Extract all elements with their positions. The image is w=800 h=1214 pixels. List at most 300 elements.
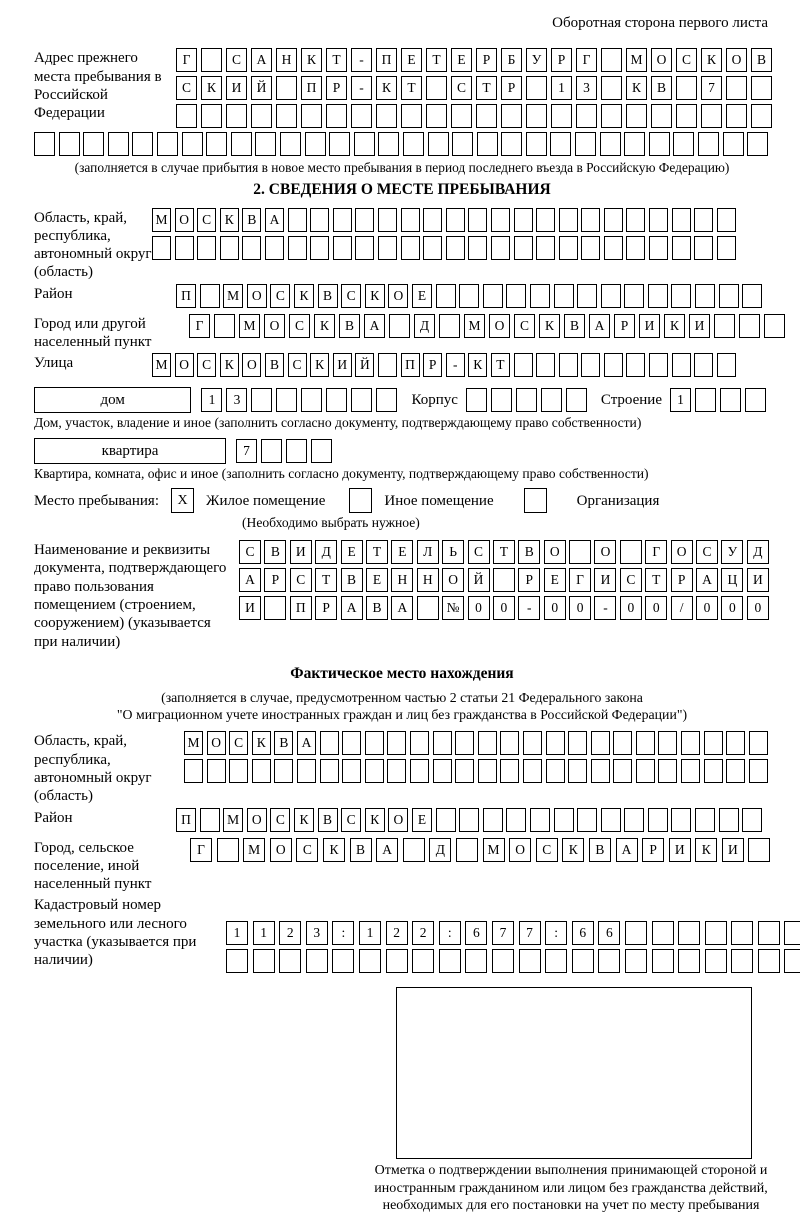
char-cell: К xyxy=(220,208,239,232)
char-cell: С xyxy=(341,808,361,832)
field-region-actual xyxy=(34,731,770,805)
district-actual-label: Район xyxy=(34,809,73,826)
char-cell: 1 xyxy=(201,388,222,412)
char-cell: Д xyxy=(429,838,451,862)
char-cell xyxy=(648,808,668,832)
char-cell xyxy=(301,388,322,412)
char-cell: М xyxy=(464,314,485,338)
char-cell: А xyxy=(265,208,284,232)
house-row xyxy=(34,387,770,413)
option-other-premise-label: Иное помещение xyxy=(384,492,494,509)
char-cell xyxy=(468,236,487,260)
char-cell xyxy=(279,949,301,973)
char-cell xyxy=(601,76,622,100)
prev-address-block xyxy=(34,48,770,132)
char-cell xyxy=(651,104,672,128)
char-cell xyxy=(742,808,762,832)
char-cell: 0 xyxy=(493,596,515,620)
char-cell xyxy=(459,808,479,832)
char-cell: 0 xyxy=(721,596,743,620)
char-cell xyxy=(536,208,555,232)
char-cell xyxy=(465,949,487,973)
char-cell xyxy=(478,731,497,755)
char-cell: И xyxy=(290,540,312,564)
district-actual-row xyxy=(176,808,766,832)
prev-address-row-4 xyxy=(34,132,770,156)
char-cell xyxy=(152,236,171,260)
char-cell xyxy=(326,388,347,412)
char-cell: С xyxy=(289,314,310,338)
char-cell: - xyxy=(594,596,616,620)
char-cell: Т xyxy=(315,568,337,592)
char-cell xyxy=(747,132,768,156)
char-cell xyxy=(184,759,203,783)
char-cell xyxy=(491,236,510,260)
char-cell xyxy=(226,104,247,128)
char-cell xyxy=(477,132,498,156)
char-cell: С xyxy=(197,353,216,377)
char-cell xyxy=(455,759,474,783)
char-cell: 6 xyxy=(465,921,487,945)
char-cell xyxy=(201,48,222,72)
char-cell xyxy=(59,132,80,156)
char-cell: В xyxy=(751,48,772,72)
char-cell: Д xyxy=(414,314,435,338)
char-cell: П xyxy=(301,76,322,100)
char-cell xyxy=(749,759,768,783)
char-cell: № xyxy=(442,596,464,620)
char-cell: 0 xyxy=(645,596,667,620)
actual-location-title: Фактическое место нахождения xyxy=(290,664,514,682)
city-actual-label: Город, сельское поселение, иной населенный пункт xyxy=(34,839,152,893)
checkbox-residential: X xyxy=(171,488,194,513)
char-cell: К xyxy=(626,76,647,100)
char-cell: А xyxy=(391,596,413,620)
char-cell: В xyxy=(274,731,293,755)
char-cell: Д xyxy=(747,540,769,564)
char-cell xyxy=(433,731,452,755)
char-cell xyxy=(577,808,597,832)
char-cell xyxy=(466,388,487,412)
char-cell: В xyxy=(366,596,388,620)
region-actual-label: Область, край, республика, автономный округ (область) xyxy=(34,733,152,805)
char-cell xyxy=(478,759,497,783)
char-cell xyxy=(514,353,533,377)
char-cell xyxy=(530,808,550,832)
char-cell xyxy=(550,132,571,156)
char-cell xyxy=(658,731,677,755)
char-cell xyxy=(717,208,736,232)
field-street xyxy=(34,353,770,381)
field-city-actual xyxy=(34,838,770,894)
char-cell xyxy=(601,104,622,128)
char-cell xyxy=(694,208,713,232)
char-cell xyxy=(649,236,668,260)
char-cell: 3 xyxy=(226,388,247,412)
char-cell xyxy=(288,236,307,260)
char-cell xyxy=(581,353,600,377)
char-cell: Р xyxy=(642,838,664,862)
char-cell: М xyxy=(626,48,647,72)
char-cell: 7 xyxy=(519,921,541,945)
char-cell xyxy=(439,949,461,973)
char-cell: 1 xyxy=(253,921,275,945)
char-cell xyxy=(784,921,800,945)
char-cell: А xyxy=(341,596,363,620)
char-cell: О xyxy=(489,314,510,338)
char-cell xyxy=(720,388,741,412)
char-cell: И xyxy=(747,568,769,592)
char-cell: О xyxy=(264,314,285,338)
char-cell: С xyxy=(696,540,718,564)
char-cell xyxy=(676,76,697,100)
stay-type-row xyxy=(34,488,770,513)
char-cell: Р xyxy=(671,568,693,592)
stroenie-cells xyxy=(670,388,770,412)
char-cell: К xyxy=(252,731,271,755)
city-label: Город или другой населенный пункт xyxy=(34,315,152,351)
char-cell xyxy=(276,104,297,128)
char-cell xyxy=(426,76,447,100)
char-cell xyxy=(446,208,465,232)
char-cell: : xyxy=(439,921,461,945)
char-cell: : xyxy=(332,921,354,945)
char-cell xyxy=(355,236,374,260)
char-cell xyxy=(652,949,674,973)
char-cell xyxy=(491,208,510,232)
char-cell xyxy=(501,104,522,128)
char-cell xyxy=(378,353,397,377)
char-cell xyxy=(182,132,203,156)
char-cell: К xyxy=(220,353,239,377)
char-cell: С xyxy=(229,731,248,755)
char-cell xyxy=(523,759,542,783)
char-cell: К xyxy=(294,284,314,308)
char-cell xyxy=(455,731,474,755)
field-city xyxy=(34,314,770,352)
char-cell xyxy=(624,132,645,156)
char-cell xyxy=(456,838,478,862)
section2-title: 2. СВЕДЕНИЯ О МЕСТЕ ПРЕБЫВАНИЯ xyxy=(253,180,551,198)
char-cell: - xyxy=(446,353,465,377)
char-cell: Е xyxy=(391,540,413,564)
char-cell: Р xyxy=(326,76,347,100)
char-cell xyxy=(229,759,248,783)
char-cell xyxy=(436,284,456,308)
char-cell xyxy=(694,353,713,377)
char-cell xyxy=(704,759,723,783)
char-cell: Б xyxy=(501,48,522,72)
document-row-2 xyxy=(239,568,772,592)
char-cell: Г xyxy=(189,314,210,338)
char-cell xyxy=(255,132,276,156)
char-cell xyxy=(626,208,645,232)
char-cell xyxy=(626,236,645,260)
char-cell xyxy=(672,236,691,260)
char-cell xyxy=(526,132,547,156)
char-cell: Т xyxy=(476,76,497,100)
char-cell: П xyxy=(176,808,196,832)
char-cell xyxy=(500,731,519,755)
char-cell xyxy=(264,596,286,620)
char-cell xyxy=(378,236,397,260)
stroenie-label: Строение xyxy=(600,392,662,409)
char-cell xyxy=(491,388,512,412)
char-cell: О xyxy=(388,284,408,308)
char-cell: К xyxy=(701,48,722,72)
char-cell: Е xyxy=(412,808,432,832)
char-cell xyxy=(286,439,307,463)
char-cell xyxy=(200,284,220,308)
char-cell xyxy=(649,132,670,156)
actual-location-caption-2: "О миграционном учете иностранных граждан и лиц без гражданства в Российской Федерации") xyxy=(116,706,688,722)
char-cell xyxy=(575,132,596,156)
char-cell: 0 xyxy=(544,596,566,620)
char-cell: К xyxy=(539,314,560,338)
char-cell xyxy=(719,284,739,308)
char-cell xyxy=(526,76,547,100)
char-cell: В xyxy=(518,540,540,564)
char-cell xyxy=(354,132,375,156)
char-cell xyxy=(253,949,275,973)
apartment-cells xyxy=(236,439,336,463)
char-cell xyxy=(436,808,456,832)
char-cell: О xyxy=(175,208,194,232)
char-cell xyxy=(742,284,762,308)
char-cell: М xyxy=(239,314,260,338)
char-cell xyxy=(301,104,322,128)
char-cell xyxy=(695,284,715,308)
char-cell xyxy=(714,314,735,338)
char-cell xyxy=(636,759,655,783)
char-cell: Е xyxy=(341,540,363,564)
char-cell xyxy=(601,808,621,832)
char-cell: С xyxy=(296,838,318,862)
city-actual-row xyxy=(190,838,775,862)
char-cell: Н xyxy=(391,568,413,592)
char-cell: : xyxy=(545,921,567,945)
district-label: Район xyxy=(34,285,73,302)
char-cell xyxy=(217,838,239,862)
char-cell xyxy=(731,921,753,945)
prev-address-row-2 xyxy=(176,76,776,100)
prev-address-label: Адрес прежнего места пребывания в Российской Федерации xyxy=(34,50,162,122)
char-cell: Л xyxy=(417,540,439,564)
char-cell xyxy=(600,132,621,156)
char-cell: М xyxy=(223,284,243,308)
apartment-box-label: квартира xyxy=(34,438,226,464)
char-cell: К xyxy=(468,353,487,377)
char-cell xyxy=(214,314,235,338)
char-cell xyxy=(536,236,555,260)
char-cell xyxy=(242,236,261,260)
actual-location-caption-1: (заполняется в случае, предусмотренном частью 2 статьи 21 Федерального закона xyxy=(161,689,643,705)
char-cell: С xyxy=(197,208,216,232)
char-cell: П xyxy=(176,284,196,308)
char-cell: К xyxy=(323,838,345,862)
char-cell xyxy=(226,949,248,973)
char-cell: П xyxy=(290,596,312,620)
char-cell xyxy=(468,208,487,232)
char-cell xyxy=(401,208,420,232)
char-cell: С xyxy=(270,284,290,308)
char-cell xyxy=(274,759,293,783)
char-cell: К xyxy=(365,808,385,832)
char-cell xyxy=(545,949,567,973)
char-cell xyxy=(351,104,372,128)
char-cell xyxy=(723,132,744,156)
char-cell: О xyxy=(651,48,672,72)
apartment-row xyxy=(34,438,770,464)
char-cell xyxy=(559,236,578,260)
char-cell xyxy=(378,132,399,156)
char-cell: Ц xyxy=(721,568,743,592)
char-cell xyxy=(320,731,339,755)
char-cell xyxy=(365,759,384,783)
stay-type-note: (Необходимо выбрать нужное) xyxy=(242,515,420,531)
char-cell xyxy=(252,759,271,783)
char-cell: В xyxy=(318,808,338,832)
char-cell: 0 xyxy=(620,596,642,620)
char-cell xyxy=(678,921,700,945)
char-cell xyxy=(514,236,533,260)
char-cell: К xyxy=(365,284,385,308)
char-cell: О xyxy=(207,731,226,755)
char-cell xyxy=(403,838,425,862)
field-cadastre xyxy=(34,895,770,977)
char-cell xyxy=(551,104,572,128)
region-row-2 xyxy=(152,236,739,260)
char-cell: К xyxy=(695,838,717,862)
char-cell xyxy=(581,236,600,260)
char-cell: В xyxy=(350,838,372,862)
char-cell: О xyxy=(247,808,267,832)
char-cell xyxy=(672,208,691,232)
char-cell xyxy=(276,388,297,412)
char-cell: О xyxy=(509,838,531,862)
char-cell: 0 xyxy=(747,596,769,620)
char-cell xyxy=(698,132,719,156)
char-cell: О xyxy=(270,838,292,862)
char-cell xyxy=(176,104,197,128)
city-row xyxy=(189,314,789,338)
char-cell xyxy=(329,132,350,156)
char-cell: А xyxy=(616,838,638,862)
char-cell xyxy=(705,921,727,945)
checkbox-other-premise xyxy=(349,488,372,513)
char-cell: Е xyxy=(544,568,566,592)
char-cell xyxy=(566,388,587,412)
char-cell xyxy=(276,76,297,100)
char-cell: К xyxy=(310,353,329,377)
char-cell: 0 xyxy=(569,596,591,620)
char-cell xyxy=(701,104,722,128)
char-cell: С xyxy=(288,353,307,377)
char-cell: Р xyxy=(315,596,337,620)
char-cell xyxy=(280,132,301,156)
char-cell: 3 xyxy=(576,76,597,100)
char-cell xyxy=(452,132,473,156)
char-cell xyxy=(649,208,668,232)
char-cell xyxy=(506,284,526,308)
char-cell: С xyxy=(239,540,261,564)
street-row xyxy=(152,353,739,377)
char-cell: / xyxy=(671,596,693,620)
char-cell xyxy=(175,236,194,260)
char-cell xyxy=(378,208,397,232)
char-cell xyxy=(726,731,745,755)
char-cell xyxy=(658,759,677,783)
option-organization-label: Организация xyxy=(576,492,660,509)
char-cell: О xyxy=(726,48,747,72)
char-cell: Г xyxy=(569,568,591,592)
char-cell: В xyxy=(341,568,363,592)
char-cell xyxy=(376,104,397,128)
char-cell xyxy=(572,949,594,973)
char-cell xyxy=(726,76,747,100)
char-cell xyxy=(673,132,694,156)
char-cell xyxy=(365,731,384,755)
char-cell xyxy=(332,949,354,973)
char-cell: Е xyxy=(401,48,422,72)
char-cell xyxy=(526,104,547,128)
char-cell xyxy=(200,808,220,832)
char-cell xyxy=(568,759,587,783)
char-cell xyxy=(530,284,550,308)
char-cell xyxy=(649,353,668,377)
char-cell: - xyxy=(518,596,540,620)
char-cell xyxy=(251,388,272,412)
char-cell xyxy=(389,314,410,338)
char-cell: Г xyxy=(176,48,197,72)
document-row-3 xyxy=(239,596,772,620)
char-cell: К xyxy=(301,48,322,72)
char-cell xyxy=(506,808,526,832)
char-cell xyxy=(483,808,503,832)
char-cell: 7 xyxy=(492,921,514,945)
char-cell xyxy=(624,284,644,308)
char-cell: Д xyxy=(315,540,337,564)
char-cell xyxy=(376,388,397,412)
char-cell: У xyxy=(721,540,743,564)
korpus-label: Корпус xyxy=(411,392,458,409)
char-cell xyxy=(500,759,519,783)
char-cell xyxy=(739,314,760,338)
char-cell xyxy=(604,353,623,377)
char-cell xyxy=(576,104,597,128)
char-cell xyxy=(648,284,668,308)
char-cell xyxy=(717,236,736,260)
char-cell xyxy=(231,132,252,156)
char-cell xyxy=(731,949,753,973)
field-document xyxy=(34,540,770,651)
char-cell: А xyxy=(376,838,398,862)
char-cell xyxy=(751,76,772,100)
char-cell xyxy=(546,731,565,755)
char-cell xyxy=(387,731,406,755)
char-cell: Н xyxy=(417,568,439,592)
char-cell: А xyxy=(364,314,385,338)
char-cell xyxy=(220,236,239,260)
char-cell: 2 xyxy=(412,921,434,945)
field-region xyxy=(34,208,770,282)
char-cell xyxy=(206,132,227,156)
document-row-1 xyxy=(239,540,772,564)
char-cell xyxy=(559,353,578,377)
field-district-actual xyxy=(34,808,770,836)
document-label: Наименование и реквизиты документа, подтверждающего право пользования помещением (строением, сооружением) (указывается при наличии) xyxy=(34,542,227,650)
char-cell xyxy=(261,439,282,463)
